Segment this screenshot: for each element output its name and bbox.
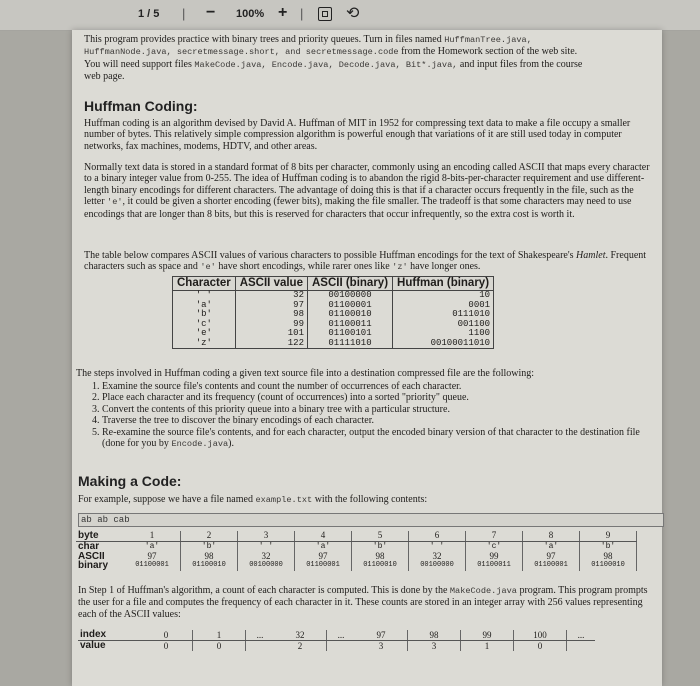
- table-cell: 01111010: [307, 339, 392, 349]
- steps-intro: The steps involved in Huffman coding a given text source file into a destination compressed file are the following:: [76, 368, 535, 379]
- toolbar-separator: |: [182, 6, 186, 21]
- making-code-paragraph: [78, 494, 658, 506]
- table-cell: 0001: [393, 301, 494, 311]
- table-cell: 01100011: [307, 320, 392, 330]
- table-cell: 'b': [580, 541, 637, 551]
- row-label: ASCII: [78, 550, 105, 562]
- table-cell: 99: [235, 320, 307, 330]
- table-cell: 01100010: [307, 310, 392, 320]
- intro-text: and input files from the course: [457, 58, 583, 70]
- list-item: [102, 427, 662, 451]
- table-cell: 00100000: [307, 291, 392, 301]
- table-cell: 99: [461, 630, 514, 641]
- paragraph-text: have short encodings, while rarer ones like: [215, 261, 393, 273]
- table-cell: 'c': [173, 320, 236, 330]
- list-item: 4. Traverse the tree to discover the binary encodings of each character.: [102, 415, 662, 426]
- table-cell: 97: [355, 630, 408, 641]
- pdf-toolbar: [0, 0, 700, 31]
- table-cell: 97: [124, 552, 181, 562]
- table-cell: 00100000: [238, 561, 295, 571]
- table-cell: 'a': [523, 541, 580, 551]
- table-cell: 01100011: [466, 561, 523, 571]
- table-cell: 1100: [393, 329, 494, 339]
- table-header: Huffman (binary): [393, 277, 494, 291]
- zoom-out-button[interactable]: −: [206, 4, 216, 21]
- table-cell: 101: [235, 329, 307, 339]
- table-row: [76, 561, 637, 571]
- making-code-heading: Making a Code:: [78, 473, 182, 489]
- inline-code: example.txt: [255, 495, 313, 505]
- ellipsis: ...: [567, 630, 596, 641]
- table-cell: 97: [523, 552, 580, 562]
- table-cell: 32: [235, 291, 307, 301]
- table-cell: 2: [274, 641, 327, 652]
- huffman-heading: Huffman Coding:: [84, 98, 198, 114]
- table-cell: 00100000: [409, 561, 466, 571]
- table-header: ASCII (binary): [307, 277, 392, 291]
- table-row: [78, 641, 595, 652]
- fit-page-icon[interactable]: [318, 7, 332, 21]
- encoding-table: [172, 276, 494, 349]
- table-cell: 32: [409, 552, 466, 562]
- inline-code: MakeCode.java: [449, 586, 517, 596]
- table-cell: 3: [408, 641, 461, 652]
- table-cell: 98: [408, 630, 461, 641]
- count-table: [78, 630, 595, 651]
- table-row: [76, 552, 637, 562]
- inline-code: 'e': [200, 262, 216, 273]
- table-cell: 98: [352, 552, 409, 562]
- table-cell: 1: [461, 641, 514, 652]
- table-cell: [567, 641, 596, 652]
- paragraph-text: For example, suppose we have a file named: [78, 494, 256, 505]
- table-cell: 'a': [124, 541, 181, 551]
- zoom-level: 100%: [236, 8, 265, 20]
- intro-paragraph: [84, 34, 654, 83]
- table-cell: 01100010: [580, 561, 637, 571]
- table-cell: 0: [514, 641, 567, 652]
- row-label: binary: [78, 560, 109, 572]
- table-cell: 01100001: [124, 561, 181, 571]
- paragraph-text: have longer ones.: [407, 261, 481, 273]
- table-cell: 01100001: [523, 561, 580, 571]
- table-cell: 6: [409, 531, 466, 541]
- table-cell: ' ': [409, 541, 466, 551]
- table-cell: 7: [466, 531, 523, 541]
- table-cell: 2: [181, 531, 238, 541]
- intro-text: from the Homework section of the web site.: [398, 46, 578, 58]
- table-cell: 'c': [466, 541, 523, 551]
- paragraph-text: , it could be given a shorter encoding (fewer bits), making the file smaller. The tradeoff is that some characters may need to use encodings that are longer than 8 bits, but this is reserved for characters that occur infrequently, so the extra cost is worth it.: [84, 196, 632, 220]
- steps-list: [78, 381, 662, 450]
- huffman-paragraph-1: Huffman coding is an algorithm devised by David A. Huffman of MIT in 1952 for compressing text data to make a file occupy a smaller number of bytes. This relatively simple compression algorithm is powerful enough that variations of it are still used today in computer networks, fax machines, modems, HDTV, and other areas.: [84, 118, 631, 152]
- table-header: ASCII value: [235, 277, 307, 291]
- table-cell: 4: [295, 531, 352, 541]
- table-cell: 98: [235, 310, 307, 320]
- table-row: [173, 339, 494, 349]
- table-cell: 10: [393, 291, 494, 301]
- table-cell: 3: [238, 531, 295, 541]
- table-cell: 01100001: [295, 561, 352, 571]
- table-cell: [327, 641, 356, 652]
- huffman-paragraph-3: [84, 250, 652, 274]
- intro-text: This program provides practice with binary trees and priority queues. Turn in files named: [84, 34, 445, 45]
- row-label: value: [80, 640, 106, 651]
- table-cell: 0111010: [393, 310, 494, 320]
- table-cell: 122: [235, 339, 307, 349]
- table-cell: 01100010: [181, 561, 238, 571]
- table-cell: 00100011010: [393, 339, 494, 349]
- table-cell: 01100010: [352, 561, 409, 571]
- table-cell: 0: [140, 641, 193, 652]
- table-cell: 97: [235, 301, 307, 311]
- table-cell: 'z': [173, 339, 236, 349]
- table-cell: 'a': [295, 541, 352, 551]
- table-cell: 0: [140, 630, 193, 641]
- table-cell: 32: [274, 630, 327, 641]
- paragraph-text: program. This program prompts the user for a file and computes the frequency of each character in it. These counts are stored in an integer array with 256 values representing each of the ASCII values:: [78, 585, 648, 620]
- step1-paragraph: [78, 585, 658, 620]
- byte-table: [76, 531, 637, 571]
- row-label: index: [78, 630, 140, 641]
- document-page: [72, 30, 662, 686]
- table-cell: 'e': [173, 329, 236, 339]
- ellipsis: ...: [327, 630, 356, 641]
- inline-code: Encode.java: [171, 439, 229, 450]
- table-cell: 001100: [393, 320, 494, 330]
- table-header: Character: [173, 277, 236, 291]
- table-cell: 1: [193, 630, 246, 641]
- table-cell: [246, 641, 275, 652]
- paragraph-text: Normally text data is stored in a standard format of 8 bits per character, commonly using an encoding called ASCII that maps every character to a binary integer value from 0-255. The idea of Huffman coding is to abandon the rigid 8-bits-per-character requirement and use different-length binary encodings for different characters. The advantage of doing this is that if a character occurs frequently in the file, such as the letter: [84, 162, 650, 208]
- paragraph-text: The table below compares ASCII values of various characters to possible Huffman encodings for the text of Shakespeare's: [84, 250, 577, 261]
- table-row: [173, 291, 494, 301]
- paragraph-text: with the following contents:: [312, 494, 428, 505]
- table-cell: 97: [295, 552, 352, 562]
- table-cell: 5: [352, 531, 409, 541]
- table-cell: 98: [580, 552, 637, 562]
- inline-code: 'e': [107, 197, 123, 208]
- list-item: 1. Examine the source file's contents and count the number of occurrences of each character.: [102, 381, 662, 392]
- intro-text: You will need support files: [84, 58, 195, 70]
- table-cell: 0: [193, 641, 246, 652]
- table-cell: ' ': [173, 291, 236, 301]
- file-contents-box: ab ab cab: [78, 513, 664, 527]
- huffman-paragraph-2: [84, 162, 652, 220]
- list-item-text: ).: [228, 438, 235, 450]
- table-cell: 01100101: [307, 329, 392, 339]
- rotate-icon[interactable]: ⟲: [346, 5, 360, 22]
- list-item: 2. Place each character and its frequency (count of occurrences) into a sorted "priority" queue.: [102, 392, 662, 403]
- table-cell: 'b': [173, 310, 236, 320]
- intro-code: MakeCode.java, Encode.java, Decode.java, Bit*.java,: [194, 59, 458, 70]
- ellipsis: ...: [246, 630, 275, 641]
- row-label: char: [78, 540, 100, 552]
- table-cell: 32: [238, 552, 295, 562]
- table-cell: 98: [181, 552, 238, 562]
- table-cell: 'b': [181, 541, 238, 551]
- table-cell: 1: [124, 531, 181, 541]
- toolbar-separator: |: [300, 6, 304, 21]
- table-cell: 'b': [352, 541, 409, 551]
- table-cell: 99: [466, 552, 523, 562]
- table-cell: 'a': [173, 301, 236, 311]
- paragraph-italic: Hamlet: [576, 250, 606, 261]
- zoom-in-button[interactable]: +: [278, 4, 288, 21]
- table-cell: 3: [355, 641, 408, 652]
- list-item: 3. Convert the contents of this priority queue into a binary tree with a particular structure.: [102, 404, 662, 415]
- table-cell: 8: [523, 531, 580, 541]
- intro-text: web page.: [84, 71, 125, 83]
- table-cell: 01100001: [307, 301, 392, 311]
- table-row: [78, 630, 595, 641]
- table-cell: 9: [580, 531, 637, 541]
- intro-code: HuffmanNode.java, secretmessage.short, and secretmessage.code: [84, 47, 399, 58]
- table-cell: 100: [514, 630, 567, 641]
- page-indicator: 1 / 5: [138, 8, 160, 20]
- intro-code: HuffmanTree.java,: [444, 35, 532, 45]
- paragraph-text: In Step 1 of Huffman's algorithm, a count of each character is computed. This is done by the: [78, 585, 450, 596]
- inline-code: 'z': [392, 262, 408, 273]
- row-label: byte: [76, 531, 124, 541]
- table-row: [76, 531, 637, 541]
- table-cell: ' ': [238, 541, 295, 551]
- list-item-text: Re-examine the source file's contents, and for each character, output the encoded binary version of that character to the destination file (done for you by: [102, 426, 640, 450]
- paragraph-text: . Frequent characters such as space and: [84, 250, 647, 273]
